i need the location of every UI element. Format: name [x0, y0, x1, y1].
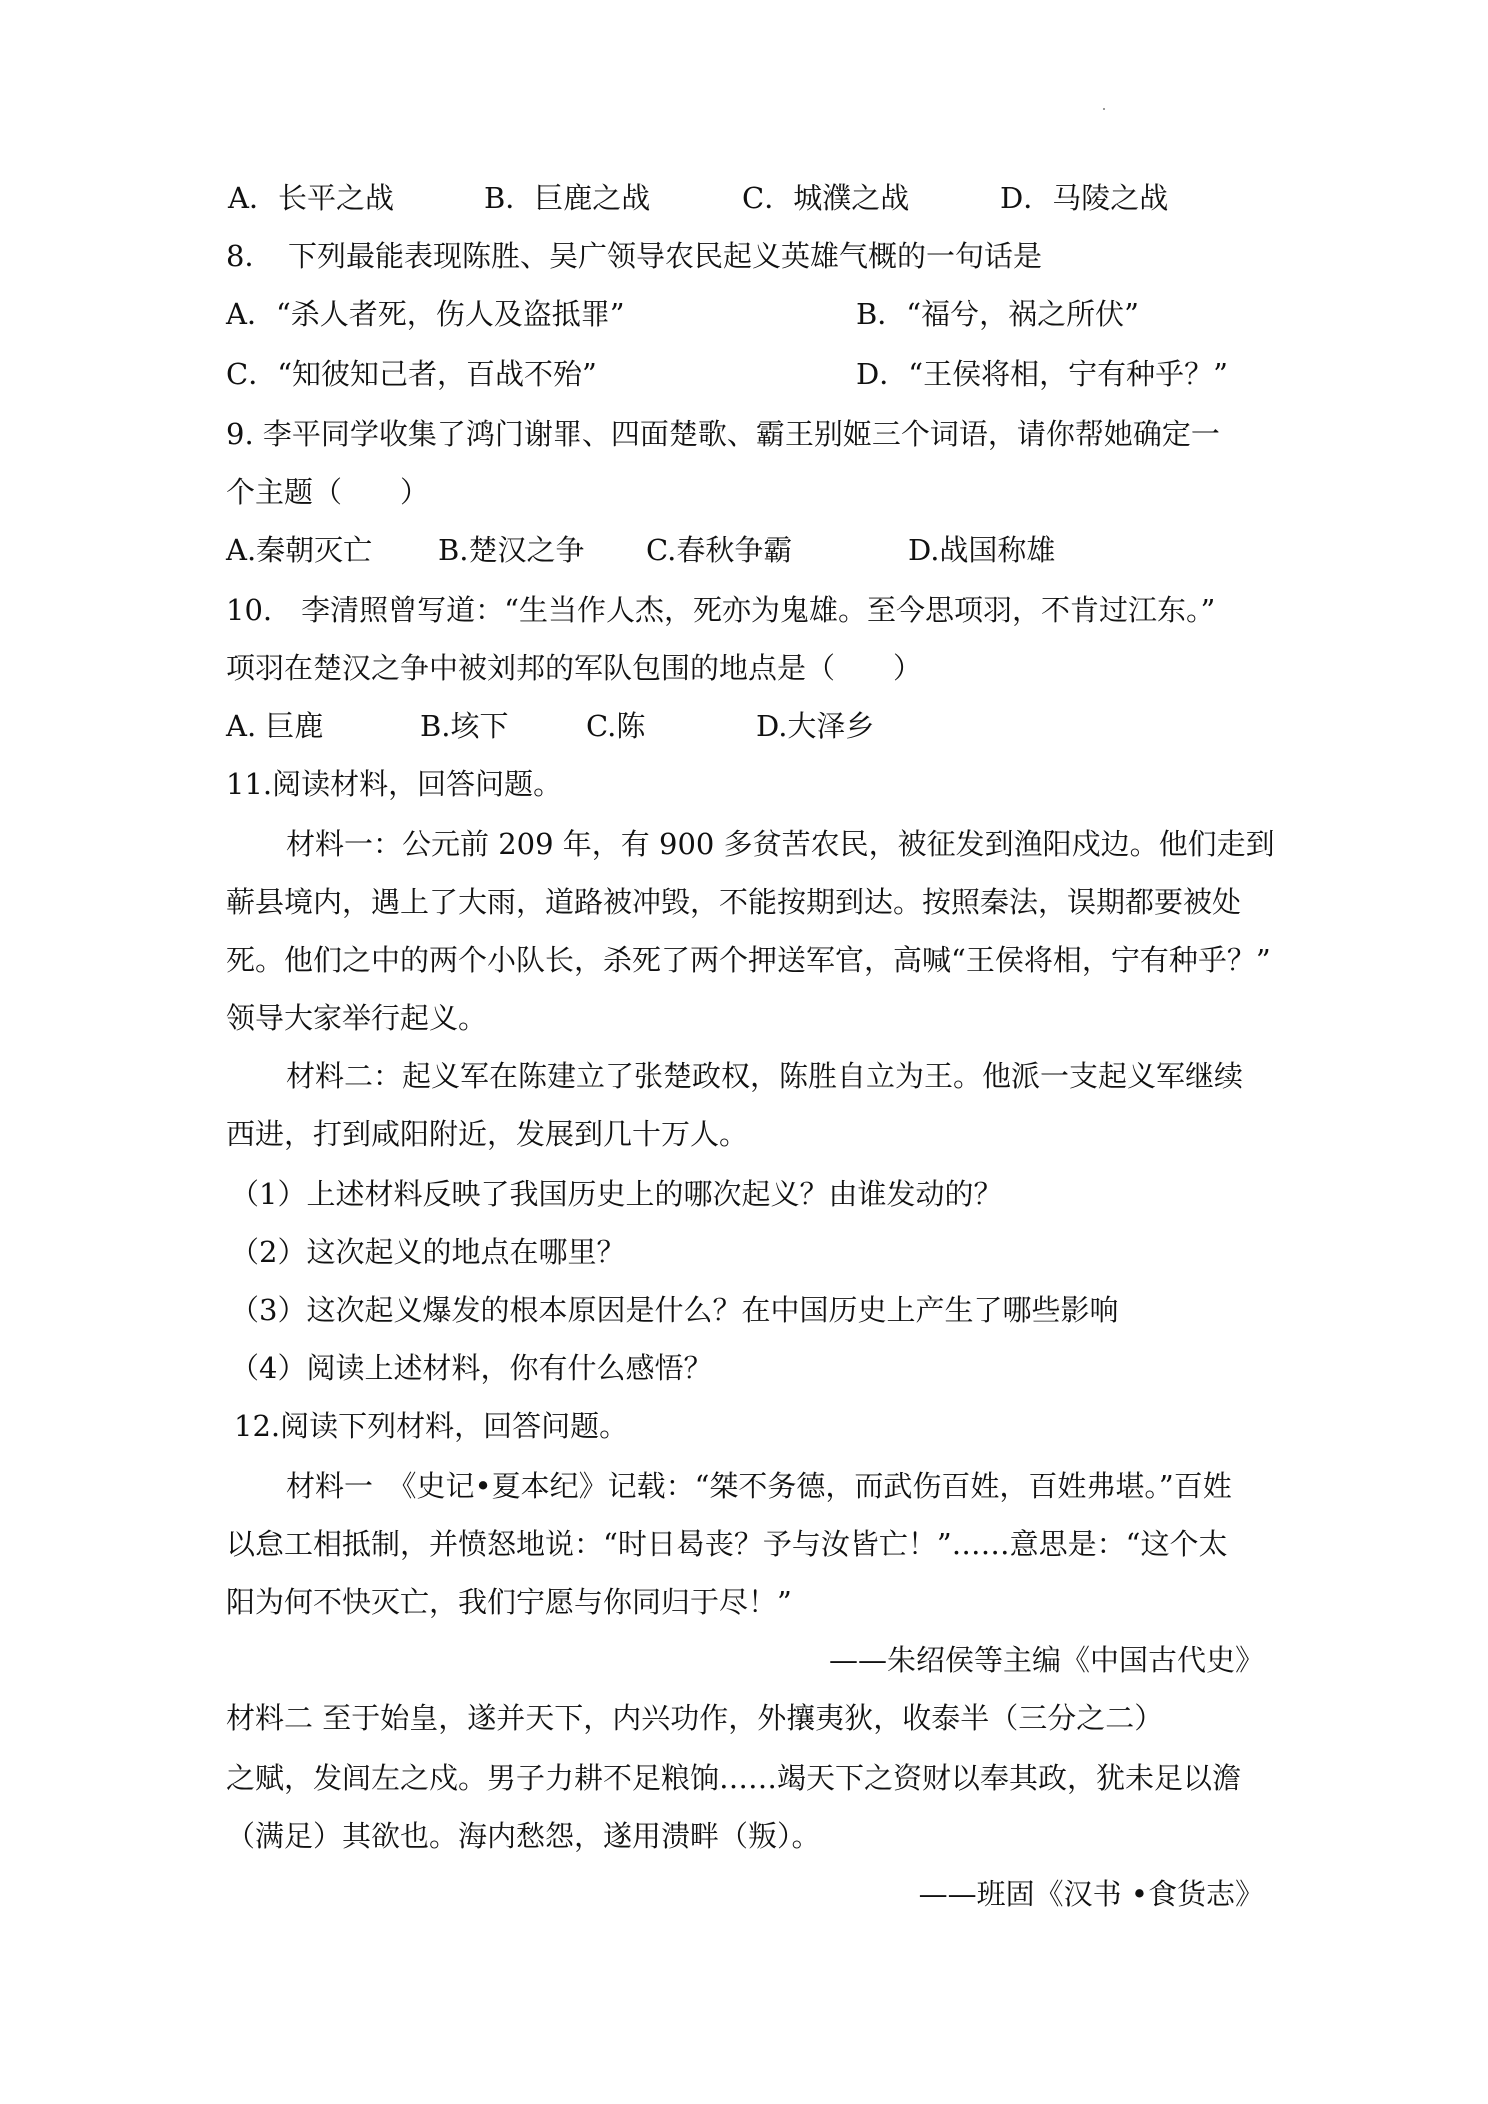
q7-option-b: B．巨鹿之战: [484, 181, 651, 215]
q12-source2: ——班固《汉书 •食货志》: [918, 1877, 1264, 1911]
q12-stem: 12.阅读下列材料，回答问题。: [234, 1409, 629, 1443]
q8-option-b: B．“福兮，祸之所伏”: [856, 297, 1139, 331]
q9-option-b: B.楚汉之争: [438, 533, 585, 567]
q10-option-a: A. 巨鹿: [226, 709, 324, 743]
q11-question-3: （3）这次起义爆发的根本原因是什么？在中国历史上产生了哪些影响: [230, 1293, 1119, 1327]
q11-material1-line1: 材料一：公元前 209 年，有 900 多贫苦农民，被征发到渔阳戍边。他们走到: [286, 827, 1275, 861]
q10-option-d: D.大泽乡: [756, 709, 875, 743]
q7-option-d: D．马陵之战: [1000, 181, 1169, 215]
q8-stem: 8． 下列最能表现陈胜、吴广领导农民起义英雄气概的一句话是: [226, 239, 1042, 273]
q9-stem-line1: 9. 李平同学收集了鸿门谢罪、四面楚歌、霸王别姬三个词语，请你帮她确定一: [226, 417, 1220, 451]
q8-option-a: A．“杀人者死，伤人及盗抵罪”: [226, 297, 625, 331]
q12-material2-line2: 之赋，发闾左之戍。男子力耕不足粮饷……竭天下之资财以奉其政，犹未足以澹: [226, 1761, 1242, 1795]
q12-material2-line1: 材料二 至于始皇，遂并天下，内兴功作，外攘夷狄，收泰半（三分之二）: [226, 1701, 1164, 1735]
q10-option-c: C.陈: [586, 709, 646, 743]
q8-option-c: C．“知彼知己者，百战不殆”: [226, 357, 597, 391]
q11-question-1: （1）上述材料反映了我国历史上的哪次起义？由谁发动的？: [230, 1177, 1003, 1211]
q12-material2-line3: （满足）其欲也。海内愁怨，遂用溃畔（叛）。: [226, 1819, 821, 1853]
scan-dot: [1103, 108, 1105, 110]
q12-material1-line2: 以怠工相抵制，并愤怒地说：“时日曷丧？予与汝皆亡！”……意思是：“这个太: [226, 1527, 1228, 1561]
q7-option-a: A．长平之战: [228, 181, 394, 215]
q12-source1: ——朱绍侯等主编《中国古代史》: [828, 1643, 1264, 1677]
q7-option-c: C．城濮之战: [742, 181, 910, 215]
q10-stem-line1: 10. 李清照曾写道：“生当作人杰，死亦为鬼雄。至今思项羽，不肯过江东。”: [226, 593, 1216, 627]
q10-stem-line2: 项羽在楚汉之争中被刘邦的军队包围的地点是（ ）: [226, 651, 923, 685]
q12-material1-line3: 阳为何不快灭亡，我们宁愿与你同归于尽！”: [226, 1585, 792, 1619]
q10-option-b: B.垓下: [420, 709, 509, 743]
q9-stem-line2: 个主题（ ）: [226, 475, 430, 509]
q11-material1-line2: 蕲县境内，遇上了大雨，道路被冲毁，不能按期到达。按照秦法，误期都要被处: [226, 885, 1242, 919]
q11-question-4: （4）阅读上述材料，你有什么感悟？: [230, 1351, 713, 1385]
q11-material1-line3: 死。他们之中的两个小队长，杀死了两个押送军官，高喊“王侯将相，宁有种乎？”: [226, 943, 1271, 977]
q11-question-2: （2）这次起义的地点在哪里？: [230, 1235, 626, 1269]
q8-option-d: D．“王侯将相，宁有种乎？”: [856, 357, 1228, 391]
q11-material1-line4: 领导大家举行起义。: [226, 1001, 488, 1035]
q11-stem: 11.阅读材料，回答问题。: [226, 767, 563, 801]
q12-material1-line1: 材料一 《史记•夏本纪》记载：“桀不务德，而武伤百姓，百姓弗堪。”百姓: [286, 1469, 1232, 1503]
q11-material2-line2: 西进，打到咸阳附近，发展到几十万人。: [226, 1117, 749, 1151]
q9-option-d: D.战国称雄: [908, 533, 1056, 567]
q9-option-c: C.春秋争霸: [646, 533, 793, 567]
q9-option-a: A.秦朝灭亡: [226, 533, 373, 567]
q11-material2-line1: 材料二：起义军在陈建立了张楚政权，陈胜自立为王。他派一支起义军继续: [286, 1059, 1244, 1093]
